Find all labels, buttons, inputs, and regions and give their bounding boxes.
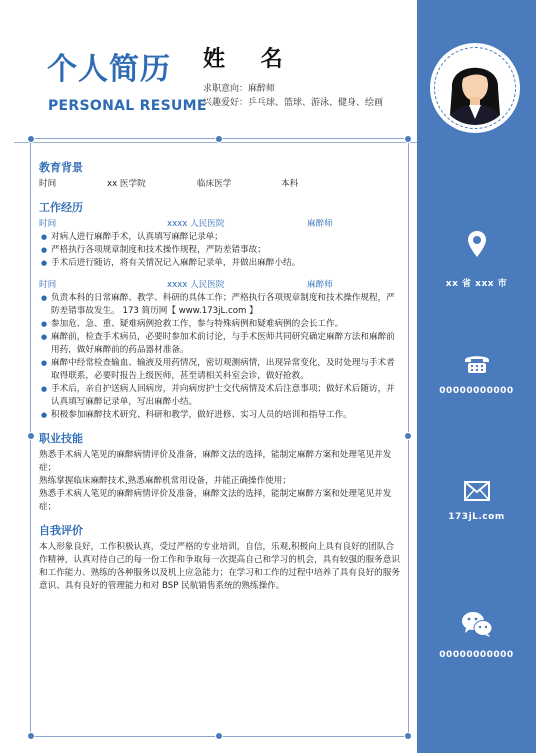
skill-line: 熟悉手术病人笔见的麻醉病情评价及准备，麻醉文法的选择，能制定麻醉方案和处理笔见并发症； (39, 450, 392, 473)
job-duties-list (39, 231, 401, 270)
job-intent: 求职意向：麻醉师 (203, 84, 276, 94)
job-role: 麻醉师 (307, 280, 333, 290)
skill-line: 熟练掌握临床麻醉技术,熟悉麻醉机常用设备，并能正确操作使用； (39, 476, 291, 486)
email-block (417, 478, 536, 522)
job-company: xxxx 人民医院 (167, 219, 225, 229)
job-company: xxxx 人民医院 (167, 280, 225, 290)
job-header (39, 218, 401, 231)
education-row (39, 178, 401, 191)
resume-body (39, 160, 401, 593)
work-title: 工作经历 (39, 201, 83, 214)
job-role: 麻醉师 (307, 219, 333, 229)
hobbies: 兴趣爱好：乒乓球、篮球、游泳、健身、绘画 (203, 98, 384, 108)
education-major: 临床医学 (197, 179, 232, 189)
avatar (430, 43, 520, 133)
list-item: ● 手术后进行随访，将有关情况记入麻醉记录单，并做出麻醉小结。 (51, 257, 401, 270)
list-item: ● 积极参加麻醉技术研究、科研和教学，做好进修、实习人员的培训和指导工作。 (51, 409, 401, 422)
phone-block (417, 352, 536, 396)
resize-handle-top-right[interactable] (404, 135, 412, 143)
phone-text: 00000000000 (439, 386, 514, 396)
list-item: ● 对病人进行麻醉手术，认真填写麻醉记录单； (51, 231, 401, 244)
skill-line: 熟悉手术病人笔见的麻醉病情评价及准备，麻醉文法的选择，能制定麻醉方案和处理笔见并发症； (39, 489, 392, 512)
list-item: ● 手术后，亲自护送病人回病房，并向病房护士交代病情及术后注意事项；做好术后随访，并认真填写麻醉记录单，写出麻醉小结。 (51, 383, 401, 409)
education-school: xx 医学院 (107, 179, 146, 189)
list-item: ● 麻醉前，检查手术病员，必要时参加术前讨论，与手术医师共同研究确定麻醉方法和麻醉前用药，做好麻醉前的药品器材准备。 (51, 331, 401, 357)
list-item: ● 负责本科的日常麻醉、教学、科研的具体工作；严格执行各项规章制度和技术操作规程，严防差错事故发生。 173 简历网【 www.173jL.com 】 (51, 292, 401, 318)
avatar-portrait-icon (430, 43, 520, 133)
resize-handle-left[interactable] (27, 432, 35, 440)
job-time: 时间 (39, 219, 57, 229)
list-item: ● 严格执行各项规章制度和技术操作规程，严防差错事故； (51, 244, 401, 257)
location-pin-icon (467, 230, 487, 258)
location-text: xx 省 xxx 市 (445, 279, 508, 289)
resize-handle-top[interactable] (215, 135, 223, 143)
resize-handle-bottom-right[interactable] (404, 732, 412, 740)
job-time: 时间 (39, 280, 57, 290)
envelope-icon (463, 478, 491, 502)
wechat-icon (461, 610, 493, 638)
location-block (417, 230, 536, 289)
email-text: 173jL.com (448, 512, 505, 522)
wechat-block (417, 610, 536, 660)
wechat-text: 00000000000 (439, 650, 514, 660)
resume-title-en: PERSONAL RESUME (48, 98, 207, 114)
job-duties-list (39, 292, 401, 422)
resize-handle-top-left[interactable] (27, 135, 35, 143)
list-item: ● 麻醉中经常检查输血、输液及用药情况，密切观测病情，出现异常变化，及时处理与手术者取得联系，必要时报告上级医师，甚至请相关科室会诊，做好抢救。 (51, 357, 401, 383)
resume-title-cn: 个人简历 (47, 52, 171, 87)
candidate-name: 姓 名 (203, 47, 297, 72)
list-item: ● 参加危、急、重、疑难病例抢救工作，参与特殊病例和疑难病例的会长工作。 (51, 318, 401, 331)
resize-handle-bottom[interactable] (215, 732, 223, 740)
self-eval-title: 自我评价 (39, 524, 83, 537)
resize-handle-right[interactable] (404, 432, 412, 440)
resize-handle-bottom-left[interactable] (27, 732, 35, 740)
education-title: 教育背景 (39, 161, 83, 174)
education-time: 时间 (39, 179, 57, 189)
telephone-icon (463, 352, 491, 374)
skills-title: 职业技能 (39, 432, 83, 445)
job-header (39, 279, 401, 292)
self-eval-text: 本人形象良好，工作积极认真，受过严格的专业培训，自信，乐观,积极向上具有良好的团队合作精神，认真对待自己的每一份工作和争取每一次提高自己和学习的机会，具有较强的服务意识和工作能力、熟练的各种服务以及机上应急能力；在学习和工作的过程中培养了具有良好的服务意识、具有良好的管理能力和对 BSP 民航销售系统的熟练操作。 (39, 542, 400, 591)
education-degree: 本科 (281, 179, 299, 189)
